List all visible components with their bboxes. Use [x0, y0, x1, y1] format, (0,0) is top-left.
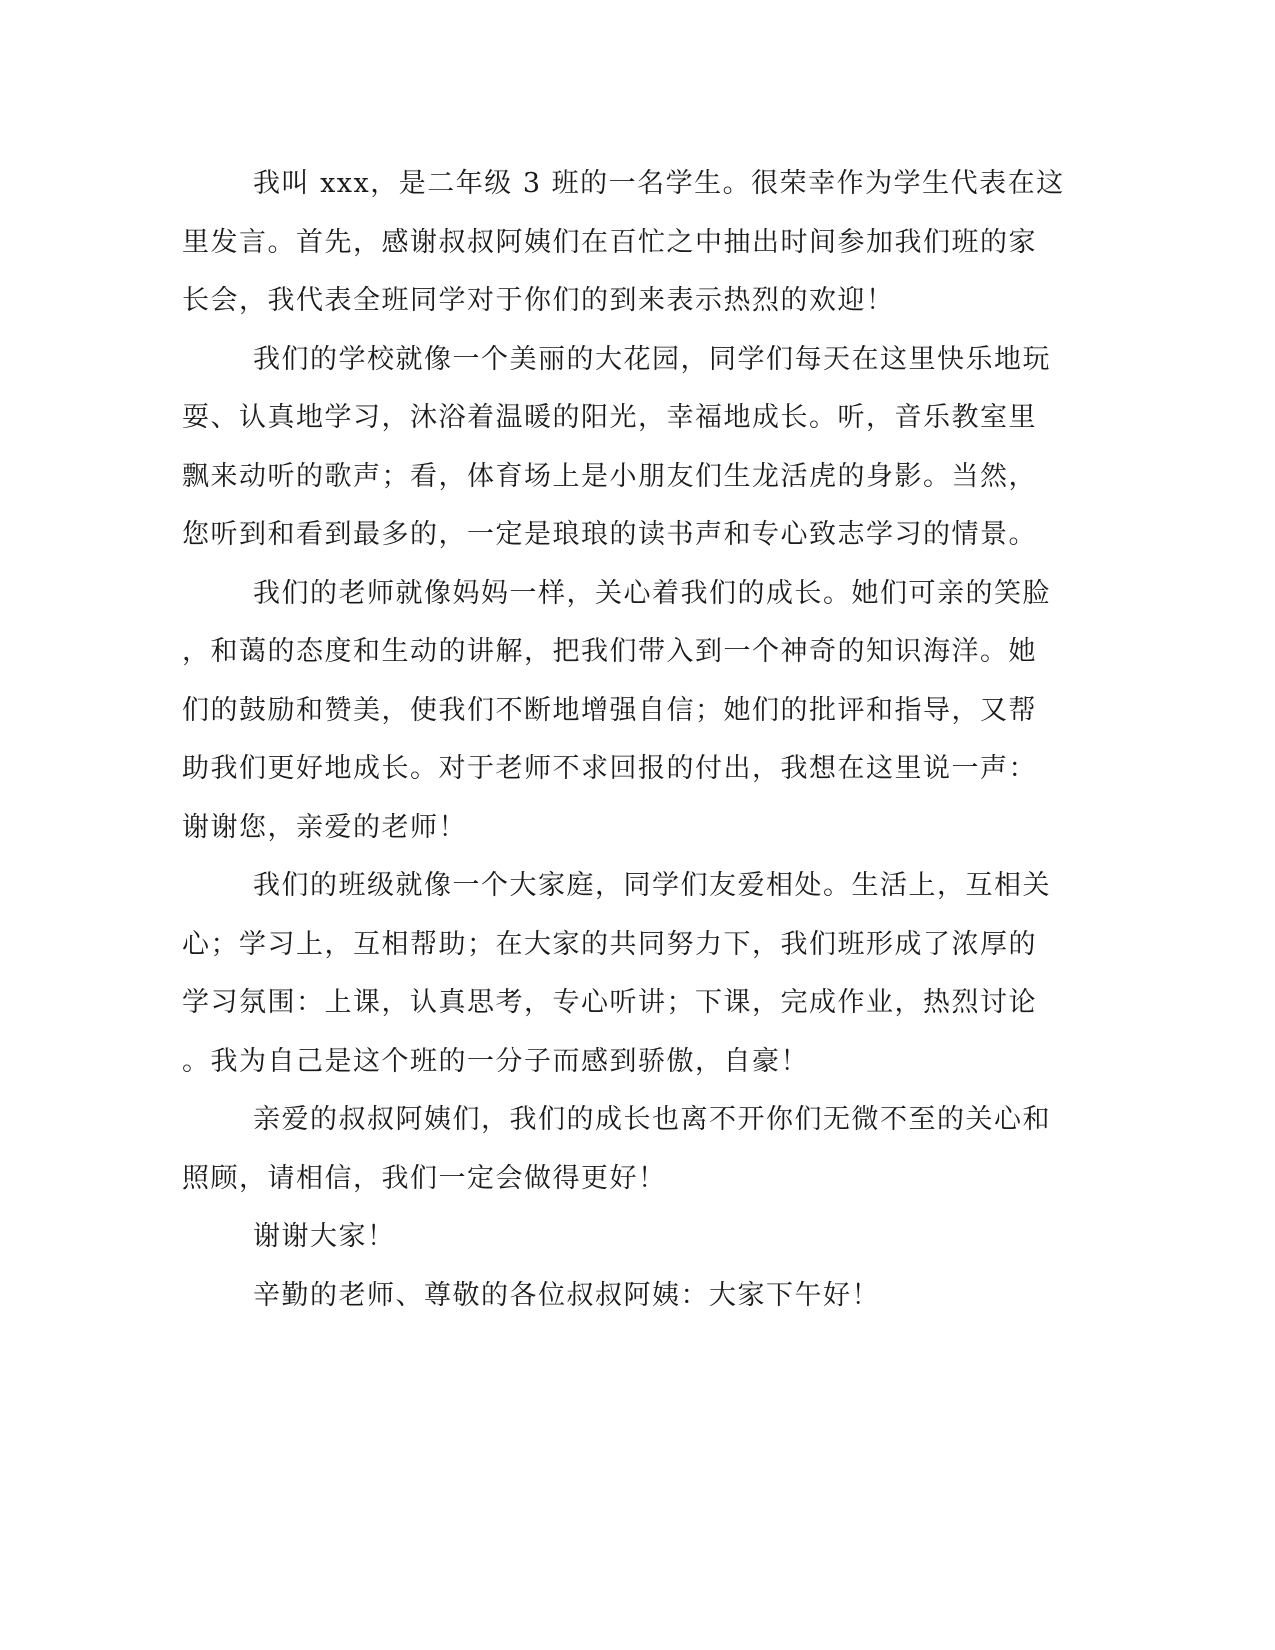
text-line: 辛勤的老师、尊敬的各位叔叔阿姨：大家下午好！: [253, 1279, 880, 1311]
text-line: 耍、认真地学习，沐浴着温暖的阳光，幸福地成长。听，音乐教室里: [182, 402, 1037, 433]
text-line: 照顾，请相信，我们一定会做得更好！: [182, 1162, 667, 1194]
text-line: 亲爱的叔叔阿姨们，我们的成长也离不开你们无微不至的关心和: [253, 1104, 1051, 1135]
text-line: 。我为自己是这个班的一分子而感到骄傲，自豪！: [182, 1045, 809, 1077]
text-line: 飘来动听的歌声；看，体育场上是小朋友们生龙活虎的身影。当然，: [182, 460, 1037, 492]
text-line: ，和蔼的态度和生动的讲解，把我们带入到一个神奇的知识海洋。她: [182, 636, 1037, 667]
text-line: 谢谢您，亲爱的老师！: [182, 811, 467, 843]
text-line: 您听到和看到最多的，一定是琅琅的读书声和专心致志学习的情景。: [182, 519, 1037, 550]
text-line: 我们的学校就像一个美丽的大花园，同学们每天在这里快乐地玩: [253, 343, 1051, 375]
text-line: 我叫 xxx，是二年级 3 班的一名学生。很荣幸作为学生代表在这: [253, 168, 1065, 199]
document-body: [182, 155, 1065, 1325]
text-line: 里发言。首先，感谢叔叔阿姨们在百忙之中抽出时间参加我们班的家: [182, 226, 1037, 258]
text-line: 们的鼓励和赞美，使我们不断地增强自信；她们的批评和指导，又帮: [182, 694, 1037, 726]
text-line: 长会，我代表全班同学对于你们的到来表示热烈的欢迎！: [182, 285, 895, 316]
text-line: 学习氛围：上课，认真思考，专心听讲；下课，完成作业，热烈讨论: [182, 987, 1037, 1018]
text-line: 助我们更好地成长。对于老师不求回报的付出，我想在这里说一声：: [182, 753, 1037, 784]
text-line: 我们的老师就像妈妈一样，关心着我们的成长。她们可亲的笑脸: [253, 577, 1051, 609]
text-line: 心；学习上，互相帮助；在大家的共同努力下，我们班形成了浓厚的: [182, 928, 1037, 960]
text-line: 谢谢大家！: [253, 1221, 396, 1252]
text-line: 我们的班级就像一个大家庭，同学们友爱相处。生活上，互相关: [253, 870, 1051, 901]
